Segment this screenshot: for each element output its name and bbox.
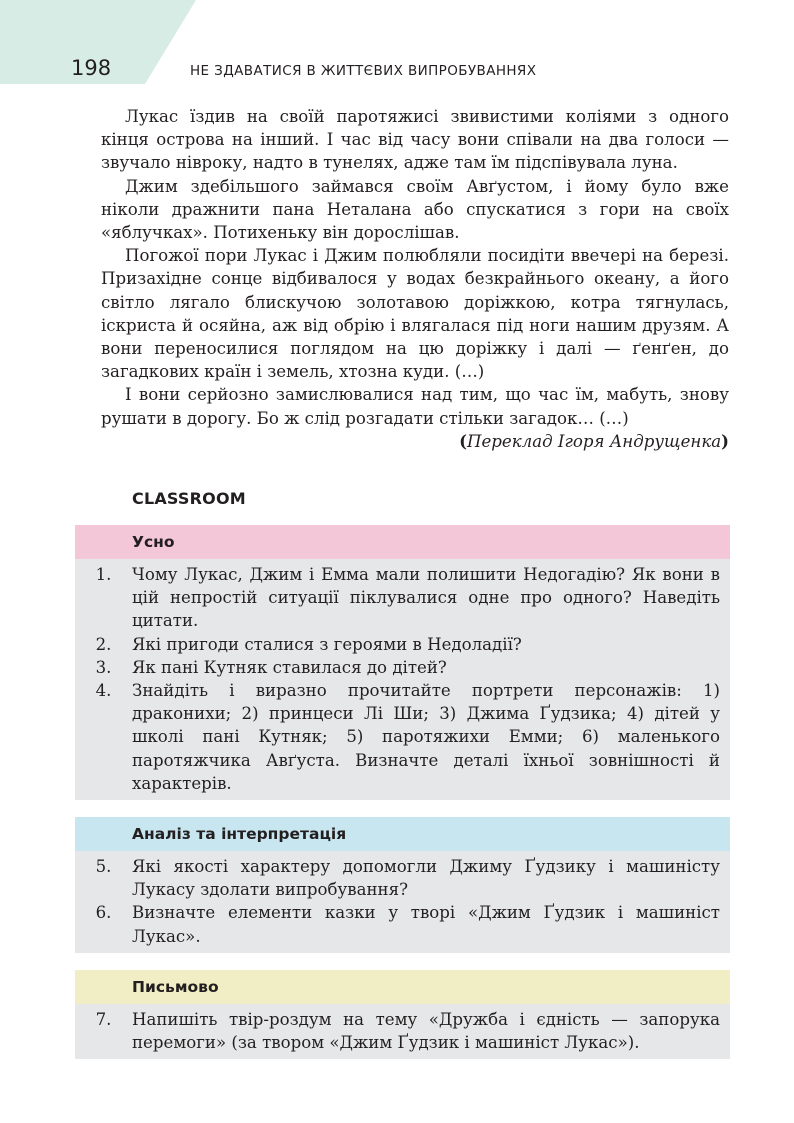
page-number: 198 [71,56,112,80]
question-number: 6. [95,903,112,923]
story-paragraph: Джим здебільшого займався своїм Авґустом, і йому було вже ніколи дражнити пана Неталана або спускатися з гори на своїх «яблучках». Потихеньку він дорослішав. [101,176,729,243]
section-title: Письмово [75,970,730,1004]
question-number: 3. [95,657,112,677]
question-text: Чому Лукас, Джим і Емма мали полишити Недогадію? Як вони в цій непростій ситуації піклувалися одне про одного? Наведіть цитати. [132,565,720,631]
translation-credit-text: Переклад Ігоря Андрущенка [467,431,722,451]
classroom-title: CLASSROOM [132,489,246,508]
section-body [75,851,730,953]
question-text: Напишіть твір-роздум на тему «Дружба і єдність — запорука перемоги» (за твором «Джим Ґудзик і машиніст Лукас»). [132,1010,720,1053]
section-analysis [75,817,730,953]
story-paragraph: І вони серйозно замислювалися над тим, що час їм, мабуть, знову рушати в дорогу. Бо ж слід розгадати стільки загадок… (…) [101,385,729,428]
question-number: 4. [95,681,112,701]
question-number: 5. [95,857,112,876]
question-text: Визначте елементи казки у творі «Джим Ґудзик і машиніст Лукас». [132,903,720,946]
section-title: Усно [75,525,730,559]
question-text: Які якості характеру допомогли Джиму Ґудзику і машиністу Лукасу здолати випробування? [132,857,720,900]
question-item [75,679,720,795]
question-text: Які пригоди сталися з героями в Недоладії? [132,634,522,654]
section-written [75,970,730,1059]
translation-credit: (Переклад Ігоря Андрущенка) [459,430,729,451]
question-item [75,901,720,947]
question-item [75,1008,720,1054]
question-text: Знайдіть і виразно прочитайте портрети персонажів: 1) драконихи; 2) принцеси Лі Ши; 3) Джима Ґудзика; 4) дітей у школі пані Кутняк; 5) паротяжихи Емми; 6) маленького паротяжчика Авґуста. Визначте деталі їхньої зовнішності й характерів. [132,681,720,793]
question-number: 7. [95,1010,112,1029]
story-paragraph: Лукас їздив на своїй паротяжисі звивистими коліями з одного кінця острова на інший. І час від часу вони співали на два голоси — звучало нівроку, надто в тунелях, адже там їм підспівувала луна. [101,107,729,173]
question-item [75,855,720,901]
running-title: НЕ ЗДАВАТИСЯ В ЖИТТЄВИХ ВИПРОБУВАННЯХ [190,63,537,79]
section-body [75,559,730,800]
story-text [101,105,729,453]
question-item [75,633,720,656]
section-oral [75,525,730,800]
question-number: 1. [95,565,112,584]
question-item [75,563,720,633]
question-item [75,656,720,679]
question-text: Як пані Кутняк ставилася до дітей? [132,657,447,677]
section-title: Аналіз та інтерпретація [75,817,730,851]
question-number: 2. [95,634,112,654]
section-body [75,1004,730,1059]
story-paragraph: Погожої пори Лукас і Джим полюбляли посидіти ввечері на березі. Призахідне сонце відбивалося у водах безкрайнього океану, а його світло лягало блискучою золотавою доріжкою, котра тягнулась, іскриста й осяйна, аж від обрію і влягалася під ноги нашим друзям. А вони переносилися поглядом на цю доріжку і далі — ґенґен, до загадкових країн і земель, хтозна куди. (…) [101,246,729,382]
